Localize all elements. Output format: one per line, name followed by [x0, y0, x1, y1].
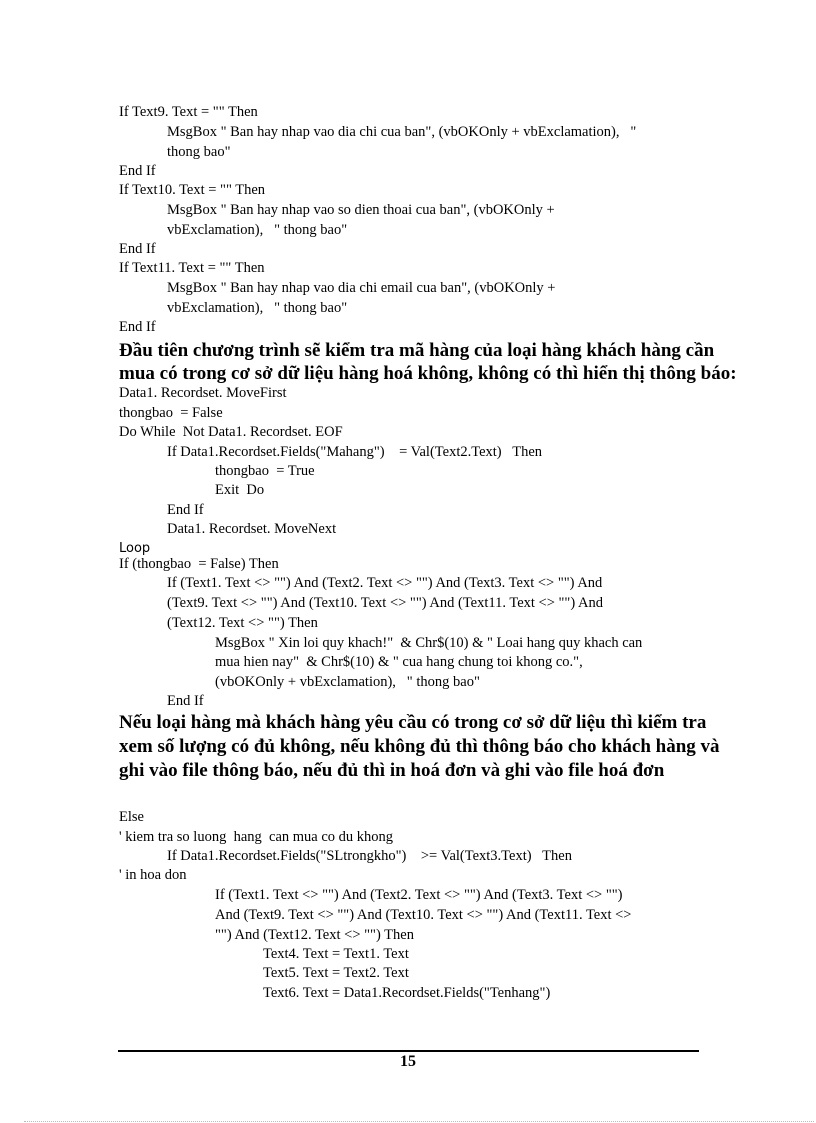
code-line: thongbao = True [215, 463, 315, 479]
code-line: MsgBox " Xin loi quy khach!" & Chr$(10) & " Loai hang quy khach can [215, 635, 643, 651]
code-line: thongbao = False [119, 405, 223, 421]
code-line: If (thongbao = False) Then [119, 556, 279, 572]
code-line: Do While Not Data1. Recordset. EOF [119, 424, 343, 440]
code-line: (Text12. Text <> "") Then [167, 615, 318, 631]
code-line: Data1. Recordset. MoveFirst [119, 385, 287, 401]
code-line: (vbOKOnly + vbExclamation), " thong bao" [215, 674, 480, 690]
code-line: End If [119, 163, 156, 179]
code-line: If Text10. Text = "" Then [119, 182, 266, 198]
code-line: ' in hoa don [119, 867, 187, 883]
code-line: (Text9. Text <> "") And (Text10. Text <> "") And (Text11. Text <> "") And [167, 595, 603, 611]
code-line: MsgBox " Ban hay nhap vao dia chi cua ban", (vbOKOnly + vbExclamation), " [167, 124, 637, 140]
code-line: Exit Do [215, 482, 265, 498]
page-bottom-dotted-line [24, 1121, 814, 1122]
code-line: thong bao" [167, 144, 231, 160]
code-line: Else [119, 809, 144, 825]
paragraph-line: xem số lượng có đủ không, nếu không đủ thì thông báo cho khách hàng và [119, 736, 720, 757]
code-line: Loop [119, 541, 151, 556]
code-line: mua hien nay" & Chr$(10) & " cua hang chung toi khong co.", [215, 654, 583, 670]
code-line: Text4. Text = Text1. Text [263, 946, 409, 962]
code-line: MsgBox " Ban hay nhap vao so dien thoai cua ban", (vbOKOnly + [167, 202, 555, 218]
code-line: If Data1.Recordset.Fields("SLtrongkho") >= Val(Text3.Text) Then [167, 848, 572, 864]
code-line: End If [119, 319, 156, 335]
code-line: End If [167, 502, 204, 518]
code-line: Text6. Text = Data1.Recordset.Fields("Tenhang") [263, 985, 551, 1001]
code-line: ' kiem tra so luong hang can mua co du khong [119, 829, 394, 845]
code-line: Data1. Recordset. MoveNext [167, 521, 337, 537]
code-line: If (Text1. Text <> "") And (Text2. Text <> "") And (Text3. Text <> "") [215, 887, 623, 903]
paragraph-line: ghi vào file thông báo, nếu đủ thì in hoá đơn và ghi vào file hoá đơn [119, 760, 665, 781]
code-line: Text5. Text = Text2. Text [263, 965, 409, 981]
page-number: 15 [400, 1053, 416, 1070]
code-line: If Text11. Text = "" Then [119, 260, 265, 276]
code-line: If (Text1. Text <> "") And (Text2. Text <> "") And (Text3. Text <> "") And [167, 575, 603, 591]
paragraph-line: mua có trong cơ sở dữ liệu hàng hoá không, không có thì hiển thị thông báo: [119, 363, 737, 384]
code-line: If Text9. Text = "" Then [119, 104, 258, 120]
code-line: MsgBox " Ban hay nhap vao dia chi email cua ban", (vbOKOnly + [167, 280, 556, 296]
code-line: End If [119, 241, 156, 257]
paragraph-line: Nếu loại hàng mà khách hàng yêu cầu có trong cơ sở dữ liệu thì kiểm tra [119, 712, 707, 733]
code-line: "") And (Text12. Text <> "") Then [215, 927, 414, 943]
paragraph-line: Đầu tiên chương trình sẽ kiểm tra mã hàng của loại hàng khách hàng cần [119, 340, 715, 361]
code-line: vbExclamation), " thong bao" [167, 300, 348, 316]
code-line: vbExclamation), " thong bao" [167, 222, 348, 238]
footer-rule [118, 1050, 699, 1052]
code-line: If Data1.Recordset.Fields("Mahang") = Val(Text2.Text) Then [167, 444, 543, 460]
code-line: End If [167, 693, 204, 709]
code-line: And (Text9. Text <> "") And (Text10. Text <> "") And (Text11. Text <> [215, 907, 632, 923]
